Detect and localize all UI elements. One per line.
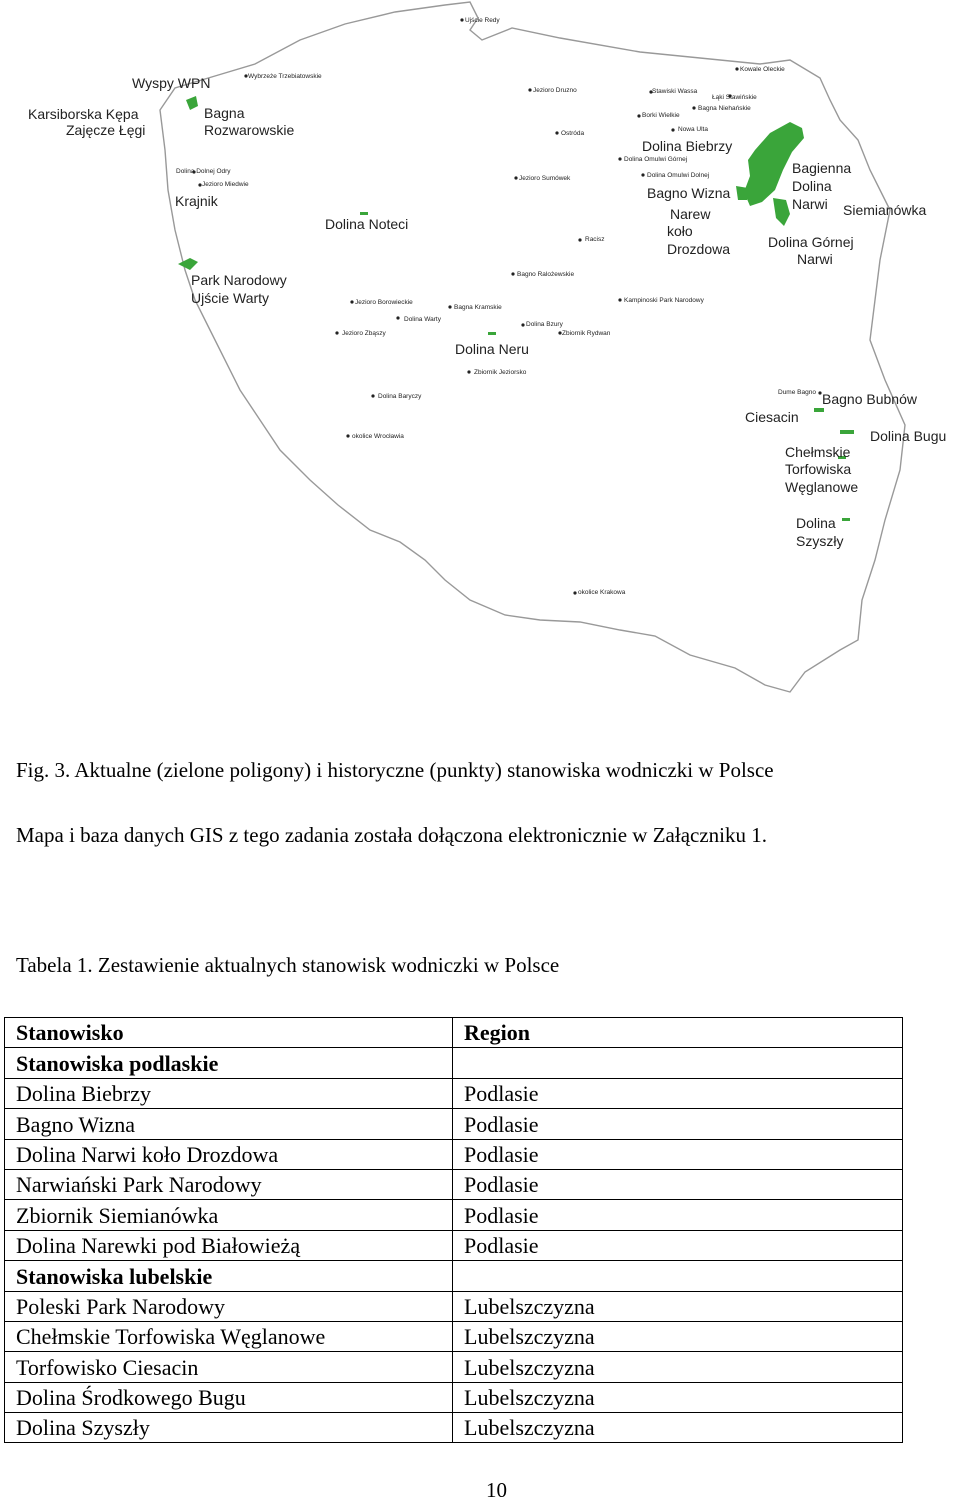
table-row (5, 1352, 903, 1382)
map-label: Wyspy WPN (132, 75, 211, 91)
column-header-stanowisko: Stanowisko (5, 1018, 453, 1048)
table-row (5, 1413, 903, 1443)
map-label: Bagno Wizna (647, 185, 731, 201)
table-row (5, 1321, 903, 1351)
poland-map (0, 0, 960, 705)
point (637, 114, 640, 117)
point (448, 305, 451, 308)
map-label: Dolina Górnej (768, 234, 854, 250)
site-cell: Dolina Narewki pod Białowieżą (5, 1230, 453, 1260)
map-label: Jezioro Druzno (533, 87, 577, 94)
map-label: Dolina Biebrzy (642, 138, 733, 154)
map-label: Dolina Baryczy (378, 393, 422, 400)
map-label: Jezioro Zbąszy (342, 330, 386, 337)
point (573, 591, 576, 594)
point (346, 434, 349, 437)
map-label: Bagno Bubnów (822, 391, 917, 407)
map-label: Narew (670, 206, 711, 222)
point (511, 272, 514, 275)
table-row (5, 1200, 903, 1230)
map-label: Dolina Warty (404, 316, 441, 323)
map-label: Jezioro Sumówek (519, 175, 571, 182)
map-label: Ujście Redy (465, 17, 500, 24)
map-label: Szyszły (796, 533, 844, 549)
point (371, 394, 374, 397)
point (578, 238, 581, 241)
point (528, 88, 531, 91)
map-label: Dolina (796, 515, 836, 531)
map-label: okolice Krakowa (578, 589, 626, 596)
point (555, 131, 558, 134)
map-label: koło (667, 223, 693, 239)
map-label: Zbiornik Rydwan (562, 330, 611, 337)
table-row (5, 1109, 903, 1139)
map-label: Ujście Warty (191, 290, 270, 306)
region-cell (453, 1261, 903, 1291)
site-cell: Dolina Środkowego Bugu (5, 1382, 453, 1412)
region-cell: Lubelszczyzna (453, 1382, 903, 1412)
site-cell: Dolina Biebrzy (5, 1078, 453, 1108)
region-cell: Podlasie (453, 1078, 903, 1108)
polygon-dolina-neru (488, 332, 496, 335)
map-label: Stawiski Wassa (652, 88, 698, 95)
map-label: Siemianówka (843, 202, 927, 218)
polygon-dolina-noteci (360, 212, 368, 215)
point (460, 18, 463, 21)
table-title: Tabela 1. Zestawienie aktualnych stanowisk wodniczki w Polsce (16, 953, 560, 977)
map-label: Kowale Oleckie (740, 66, 785, 73)
polygon-dolina-szyszly (842, 518, 850, 521)
table-group-row (5, 1048, 903, 1078)
point (514, 176, 517, 179)
site-cell: Poleski Park Narodowy (5, 1291, 453, 1321)
region-cell: Podlasie (453, 1169, 903, 1199)
region-cell (453, 1048, 903, 1078)
table-row (5, 1291, 903, 1321)
point (618, 298, 621, 301)
map-labels-big (28, 75, 946, 549)
site-cell: Narwiański Park Narodowy (5, 1169, 453, 1199)
map-label: Torfowiska (785, 461, 852, 477)
map-label: Nowa Ulta (678, 126, 708, 133)
map-label: Dolina Bzury (526, 321, 563, 328)
map-label: Dolina Bugu (870, 428, 947, 444)
point (735, 67, 738, 70)
region-cell: Podlasie (453, 1200, 903, 1230)
table-row (5, 1230, 903, 1260)
point (641, 173, 644, 176)
table-row (5, 1078, 903, 1108)
table-row (5, 1169, 903, 1199)
map-label: Rozwarowskie (204, 122, 295, 138)
polygon-dolina-bugu (840, 430, 854, 434)
map-label: Karsiborska Kępa (28, 106, 139, 122)
point (692, 106, 695, 109)
map-label: Bagno Ralożewskie (517, 271, 575, 278)
map-label: Dolina Omulwi Dolnej (647, 172, 710, 179)
map-label: Drozdowa (667, 241, 731, 257)
point (350, 300, 353, 303)
site-cell: Dolina Szyszły (5, 1413, 453, 1443)
map-label: Bagienna (792, 160, 852, 176)
current-sites-polygons (178, 96, 854, 521)
map-label: Jezioro Borowieckie (355, 299, 413, 306)
map-labels-small (176, 17, 816, 596)
region-cell: Lubelszczyzna (453, 1291, 903, 1321)
map-label: okolice Wrocławia (352, 433, 404, 440)
table-row (5, 1382, 903, 1412)
map-label: Ciesacin (745, 409, 799, 425)
point (467, 370, 470, 373)
region-cell: Podlasie (453, 1230, 903, 1260)
sites-table (4, 1017, 903, 1443)
table-row (5, 1139, 903, 1169)
region-cell: Lubelszczyzna (453, 1413, 903, 1443)
polygon-ujscie-warty (178, 258, 198, 270)
map-label: Bagna (204, 105, 245, 121)
map-label: Dolina Omulwi Górnej (624, 156, 688, 163)
map-label: Ostróda (561, 130, 585, 137)
figure-caption: Fig. 3. Aktualne (zielone poligony) i historyczne (punkty) stanowiska wodniczki w Polsce (16, 758, 774, 782)
poland-outline (160, 2, 905, 692)
map-label: Kampinoski Park Narodowy (624, 297, 704, 304)
region-cell: Lubelszczyzna (453, 1352, 903, 1382)
annex-note: Mapa i baza danych GIS z tego zadania została dołączona elektronicznie w Załączniku 1. (16, 823, 767, 847)
map-label: Jezioro Miedwie (202, 181, 249, 188)
map-label: Park Narodowy (191, 272, 287, 288)
map-label: Dolina Noteci (325, 216, 409, 232)
site-cell: Bagno Wizna (5, 1109, 453, 1139)
map-label: Wybrzeże Trzebiatowskie (248, 73, 322, 80)
map-label: Bagna Niehańskie (698, 105, 751, 112)
group-name: Stanowiska lubelskie (5, 1261, 453, 1291)
group-name: Stanowiska podlaskie (5, 1048, 453, 1078)
region-cell: Podlasie (453, 1139, 903, 1169)
site-cell: Torfowisko Ciesacin (5, 1352, 453, 1382)
map-label: Narwi (797, 251, 833, 267)
map-label: Dolina Neru (455, 341, 529, 357)
point (521, 323, 524, 326)
table-header-row (5, 1018, 903, 1048)
table-group-row (5, 1261, 903, 1291)
column-header-region: Region (453, 1018, 903, 1048)
point (618, 157, 621, 160)
site-cell: Chełmskie Torfowiska Węglanowe (5, 1321, 453, 1351)
point (671, 128, 674, 131)
page-number: 10 (486, 1478, 507, 1502)
region-cell: Podlasie (453, 1109, 903, 1139)
map-label: Zbiornik Jeziorsko (474, 369, 527, 376)
map-label: Dolina Dolnej Odry (176, 168, 231, 175)
site-cell: Dolina Narwi koło Drozdowa (5, 1139, 453, 1169)
map-label: Dume Bagno (778, 389, 816, 396)
map-label: Dolina (792, 178, 832, 194)
map-label: Narwi (792, 196, 828, 212)
map-label: Zajęcze Łęgi (66, 122, 146, 138)
point (335, 331, 338, 334)
map-label: Węglanowe (785, 479, 859, 495)
polygon-bagno-bubnow (814, 408, 824, 412)
polygon-bagno-wizna (736, 186, 748, 200)
map-label: Łąki Stawińskie (712, 94, 757, 101)
map-label: Chełmskie (785, 444, 851, 460)
polygon-wyspy-wpn (186, 96, 198, 110)
polygon-narew (773, 198, 790, 226)
point (396, 316, 399, 319)
region-cell: Lubelszczyzna (453, 1321, 903, 1351)
map-label: Krajnik (175, 193, 218, 209)
map-label: Borki Wielkie (642, 112, 680, 119)
site-cell: Zbiornik Siemianówka (5, 1200, 453, 1230)
map-label: Bagna Kramskie (454, 304, 502, 311)
map-label: Racisz (585, 236, 605, 243)
